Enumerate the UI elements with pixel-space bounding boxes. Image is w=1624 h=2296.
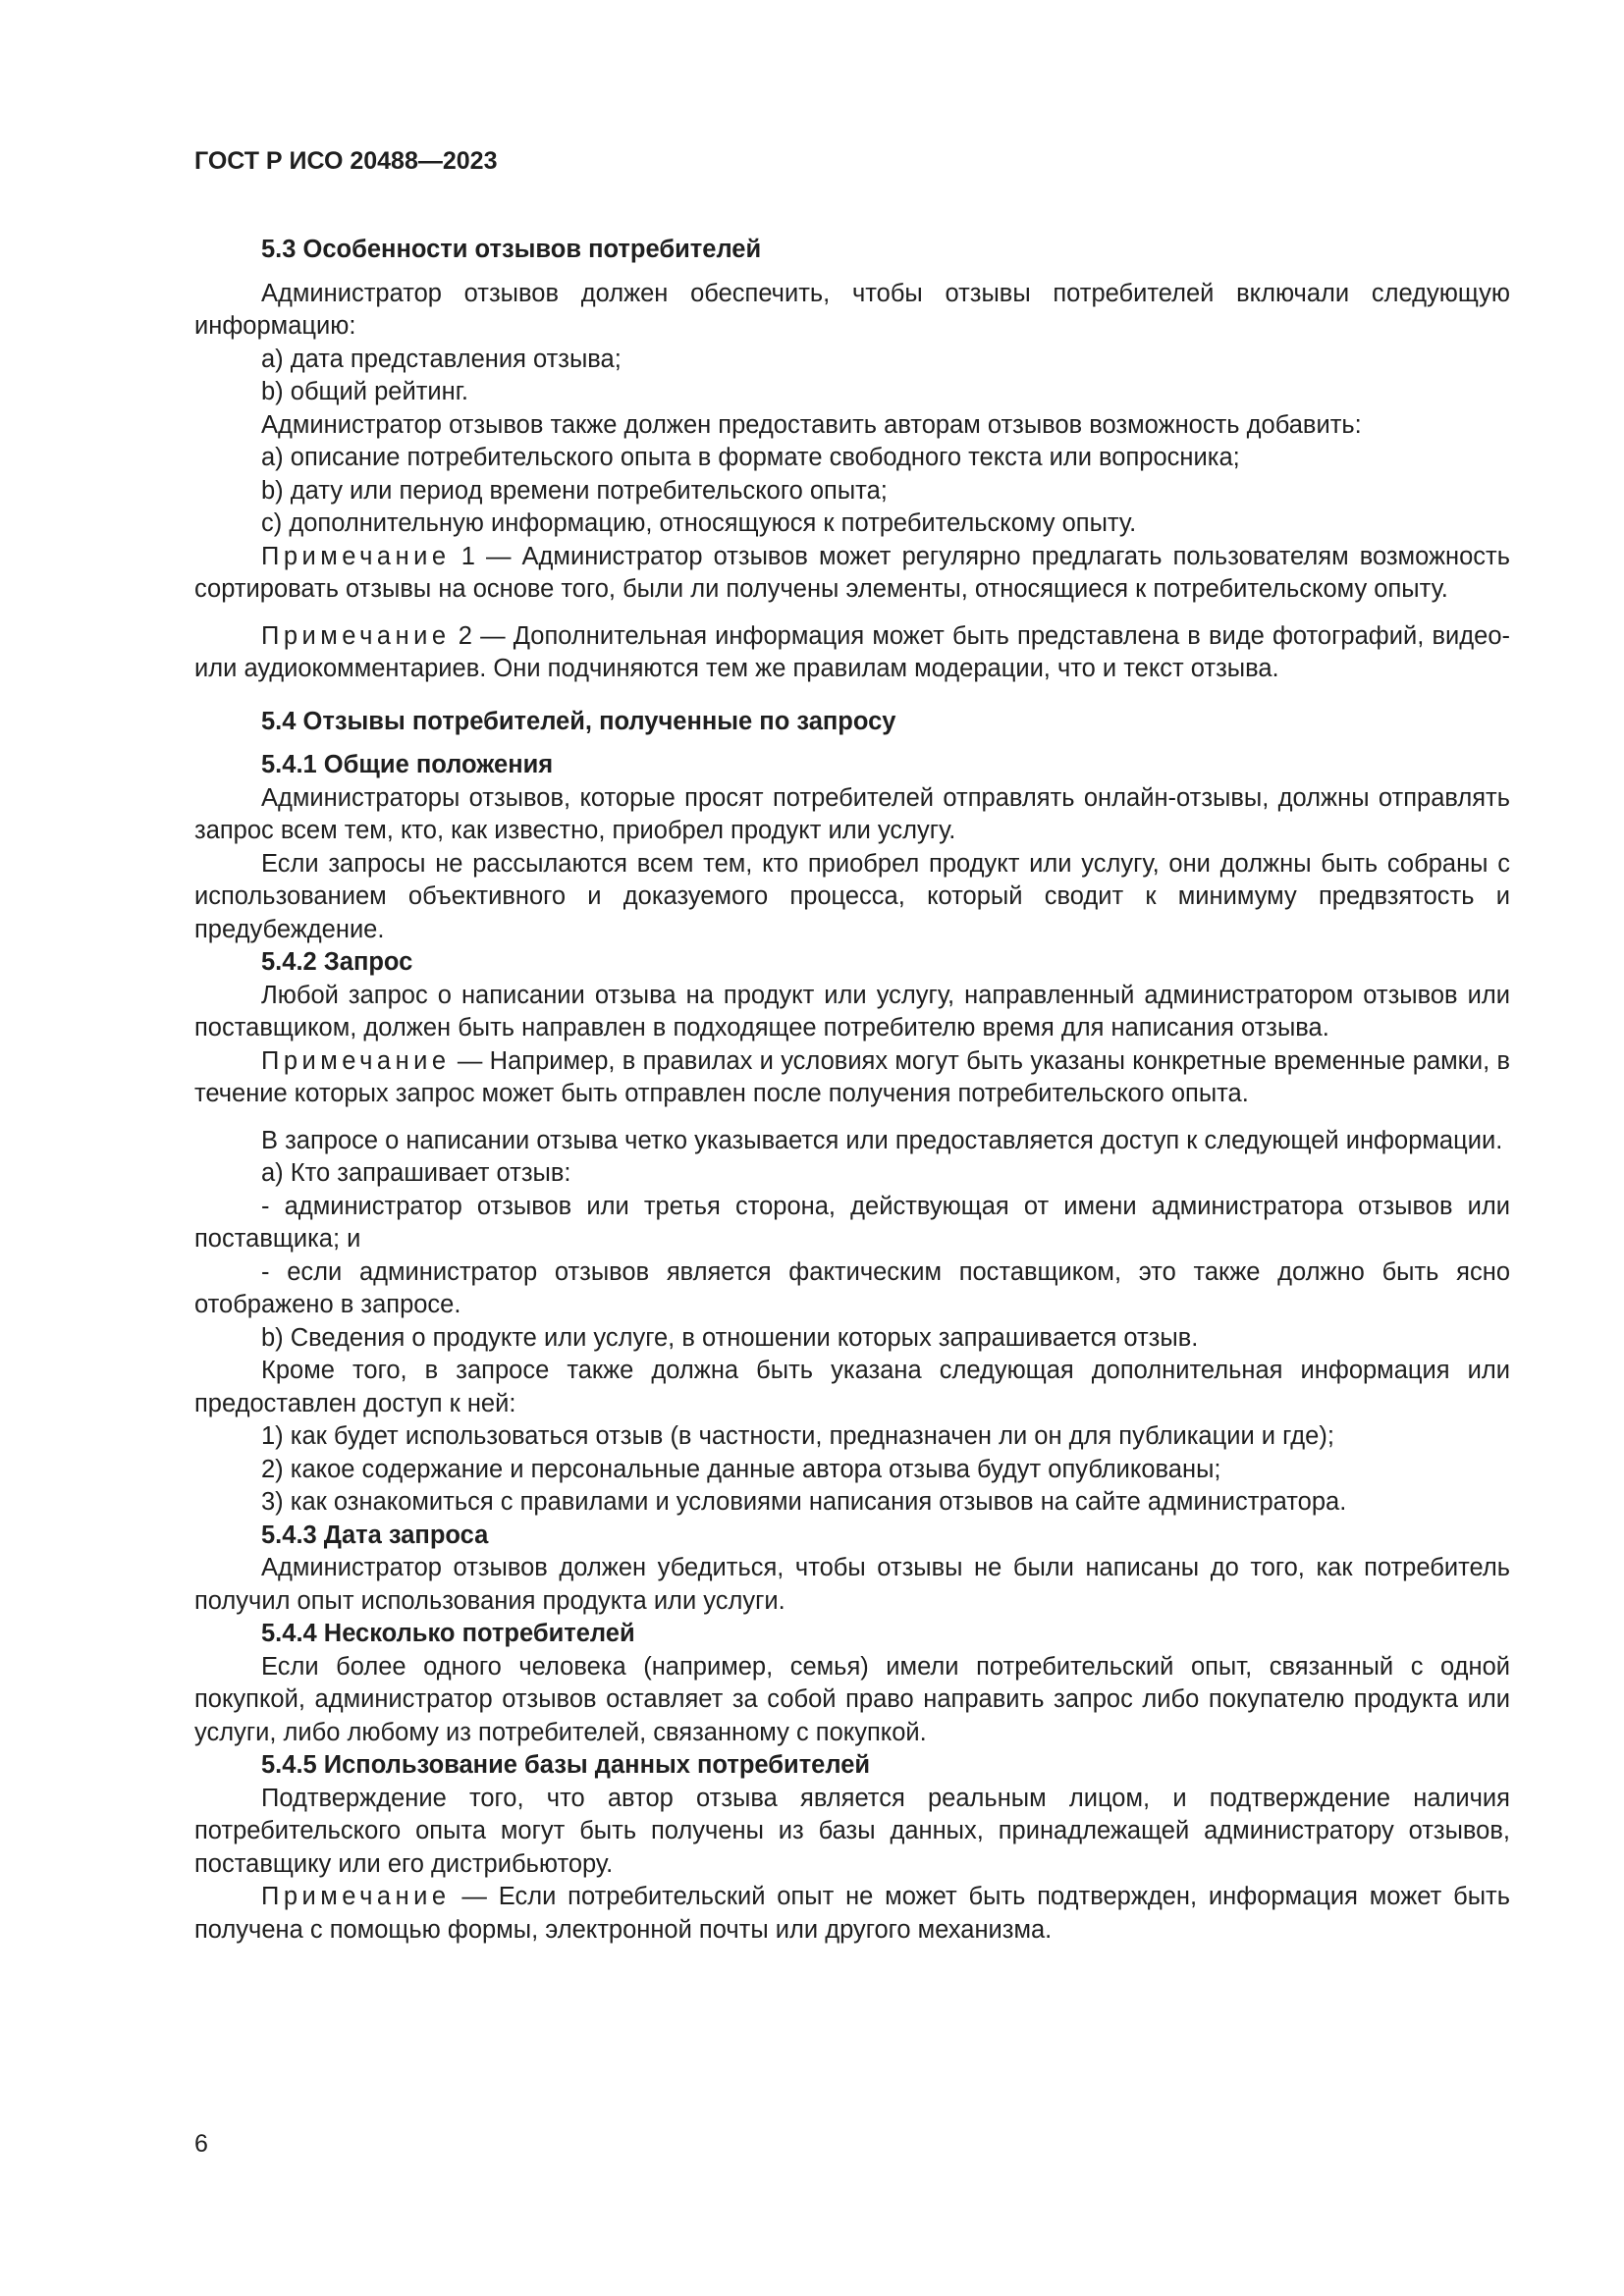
paragraph: Если запросы не рассылаются всем тем, кто приобрел продукт или услугу, они должны быть собраны с использованием объективного и доказуемого процесса, который сводит к минимуму предвзятость и предубеждение. — [194, 849, 1510, 943]
section-5-4-5-heading: 5.4.5 Использование базы данных потребителей — [261, 1751, 871, 1779]
paragraph: Любой запрос о написании отзыва на продукт или услугу, направленный администратором отзывов или поставщиком, должен быть направлен в подходящее потребителю время для написания отзыва. — [194, 981, 1510, 1041]
document-body — [194, 234, 1510, 1947]
note-label: Примечание — [261, 542, 451, 570]
paragraph: Администратор отзывов должен убедиться, чтобы отзывы не были написаны до того, как потребитель получил опыт использования продукта или услуги. — [194, 1554, 1510, 1615]
list-item: 1) как будет использоваться отзыв (в частности, предназначен ли он для публикации и где); — [261, 1422, 1334, 1450]
paragraph: Подтверждение того, что автор отзыва является реальным лицом, и подтверждение наличия потребительского опыта могут быть получены из базы данных, принадлежащей администратору отзывов, поставщику или его дистрибьютору. — [194, 1784, 1510, 1878]
page-number: 6 — [194, 2130, 208, 2158]
note — [194, 1045, 1510, 1111]
list-item: 2) какое содержание и персональные данные автора отзыва будут опубликованы; — [261, 1455, 1221, 1483]
section-5-4-heading: 5.4 Отзывы потребителей, полученные по запросу — [261, 707, 896, 735]
section-5-4-3-heading: 5.4.3 Дата запроса — [261, 1521, 489, 1549]
note-label: Примечание — [261, 621, 451, 650]
note-text: — Если потребительский опыт не может быть подтвержден, информация может быть получена с помощью формы, электронной почты или другого механизма. — [194, 1883, 1510, 1944]
paragraph: Администратор отзывов также должен предоставить авторам отзывов возможность добавить: — [261, 410, 1362, 439]
note-2 — [194, 620, 1510, 686]
list-item: b) дату или период времени потребительского опыта; — [261, 476, 888, 505]
list-item: - если администратор отзывов является фактическим поставщиком, это также должно быть ясно отображено в запросе. — [194, 1257, 1510, 1318]
note — [194, 1881, 1510, 1947]
document-header: ГОСТ Р ИСО 20488—2023 — [194, 147, 498, 175]
note-1 — [194, 541, 1510, 607]
paragraph: Кроме того, в запросе также должна быть указана следующая дополнительная информация или предоставлен доступ к ней: — [194, 1357, 1510, 1417]
note-text: 2 — Дополнительная информация может быть представлена в виде фотографий, видео- или аудиокомментариев. Они подчиняются тем же правилам модерации, что и текст отзыва. — [194, 621, 1510, 682]
note-label: Примечание — [261, 1883, 451, 1910]
list-item: b) Сведения о продукте или услуге, в отношении которых запрашивается отзыв. — [261, 1323, 1199, 1352]
paragraph: Администратор отзывов должен обеспечить, чтобы отзывы потребителей включали следующую информацию: — [194, 279, 1510, 340]
list-item: а) Кто запрашивает отзыв: — [261, 1159, 571, 1187]
note-label: Примечание — [261, 1046, 451, 1075]
note-text: — Например, в правилах и условиях могут быть указаны конкретные временные рамки, в течение которых запрос может быть отправлен после получения потребительского опыта. — [194, 1046, 1510, 1107]
list-item: с) дополнительную информацию, относящуюся к потребительскому опыту. — [261, 509, 1137, 537]
note-text: 1 — Администратор отзывов может регулярно предлагать пользователям возможность сортировать отзывы на основе того, были ли получены элементы, относящиеся к потребительскому опыту. — [194, 542, 1510, 603]
paragraph: Если более одного человека (например, семья) имели потребительский опыт, связанный с одной покупкой, администратор отзывов оставляет за собой право направить запрос либо покупателю продукта или услуги, либо любому из потребителей, связанному с покупкой. — [194, 1652, 1510, 1746]
section-5-3-heading: 5.3 Особенности отзывов потребителей — [261, 236, 762, 263]
paragraph: В запросе о написании отзыва четко указывается или предоставляется доступ к следующей информации. — [261, 1126, 1503, 1154]
section-5-4-4-heading: 5.4.4 Несколько потребителей — [261, 1620, 635, 1647]
list-item: b) общий рейтинг. — [261, 378, 468, 405]
section-5-4-1-heading: 5.4.1 Общие положения — [261, 751, 554, 778]
section-5-4-2-heading: 5.4.2 Запрос — [261, 948, 413, 976]
list-item: - администратор отзывов или третья сторона, действующая от имени администратора отзывов или поставщика; и — [194, 1192, 1510, 1253]
list-item: 3) как ознакомиться с правилами и условиями написания отзывов на сайте администратора. — [261, 1488, 1347, 1516]
list-item: а) описание потребительского опыта в формате свободного текста или вопросника; — [261, 444, 1240, 471]
paragraph: Администраторы отзывов, которые просят потребителей отправлять онлайн-отзывы, должны отправлять запрос всем тем, кто, как известно, приобрел продукт или услугу. — [194, 783, 1510, 844]
list-item: а) дата представления отзыва; — [261, 345, 622, 373]
